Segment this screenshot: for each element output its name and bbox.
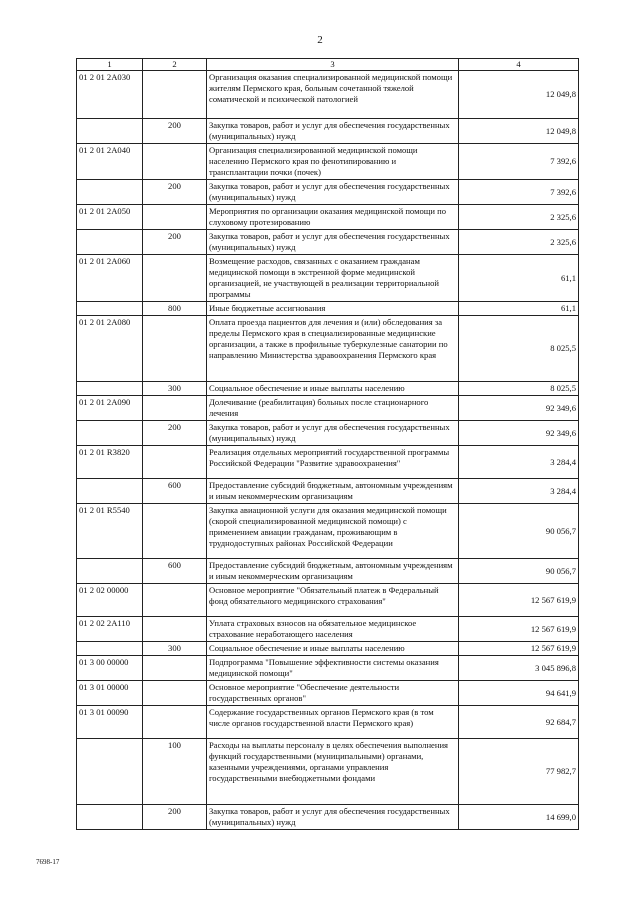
row-code: 01 2 01 2А040 [77, 144, 143, 180]
row-sum: 8 025,5 [459, 316, 579, 382]
row-code: 01 2 01 R5540 [77, 504, 143, 559]
table-row [77, 617, 579, 642]
row-sum: 92 684,7 [459, 706, 579, 739]
row-sum: 2 325,6 [459, 230, 579, 255]
row-expense-type [143, 681, 207, 706]
table-row [77, 584, 579, 617]
table-row [77, 706, 579, 739]
row-code [77, 559, 143, 584]
row-sum: 3 284,4 [459, 479, 579, 504]
row-expense-type [143, 617, 207, 642]
row-sum: 3 045 896,8 [459, 656, 579, 681]
row-expense-type [143, 396, 207, 421]
row-expense-type [143, 446, 207, 479]
row-name: Закупка товаров, работ и услуг для обеспечения государственных (муниципальных) нужд [207, 421, 459, 446]
row-name: Оплата проезда пациентов для лечения и (или) обследования за пределы Пермского края в специализированные медицинские организации, а также в профильные туберкулезные санатории по направлению Министерства здравоохранения Пермского края [207, 316, 459, 382]
row-code [77, 180, 143, 205]
table-row [77, 479, 579, 504]
header-col-4: 4 [459, 59, 579, 71]
row-code: 01 2 01 2А080 [77, 316, 143, 382]
row-name: Содержание государственных органов Пермского края (в том числе органов государственной власти Пермского края) [207, 706, 459, 739]
row-name: Закупка товаров, работ и услуг для обеспечения государственных (муниципальных) нужд [207, 180, 459, 205]
row-name: Основное мероприятие "Обязательный платеж в Федеральный фонд обязательного медицинского страхования" [207, 584, 459, 617]
row-name: Организация специализированной медицинской помощи населению Пермского края по фенотипированию и трансплантации почки (почек) [207, 144, 459, 180]
row-expense-type: 300 [143, 382, 207, 396]
row-code [77, 302, 143, 316]
header-col-3: 3 [207, 59, 459, 71]
table-row [77, 559, 579, 584]
row-code: 01 2 01 2А060 [77, 255, 143, 302]
table-row [77, 316, 579, 382]
row-code [77, 479, 143, 504]
table-row [77, 446, 579, 479]
row-sum: 92 349,6 [459, 421, 579, 446]
table-row [77, 396, 579, 421]
table-row [77, 739, 579, 805]
row-code [77, 739, 143, 805]
row-code: 01 2 01 2А090 [77, 396, 143, 421]
row-code: 01 3 01 00000 [77, 681, 143, 706]
table-row [77, 205, 579, 230]
row-name: Иные бюджетные ассигнования [207, 302, 459, 316]
row-code: 01 3 00 00000 [77, 656, 143, 681]
row-expense-type: 800 [143, 302, 207, 316]
row-sum: 3 284,4 [459, 446, 579, 479]
row-expense-type: 600 [143, 559, 207, 584]
row-expense-type: 300 [143, 642, 207, 656]
row-sum: 12 049,8 [459, 71, 579, 119]
row-name: Реализация отдельных мероприятий государственной программы Российской Федерации "Развитие здравоохранения" [207, 446, 459, 479]
row-name: Закупка товаров, работ и услуг для обеспечения государственных (муниципальных) нужд [207, 230, 459, 255]
row-name: Мероприятия по организации оказания медицинской помощи по слуховому протезированию [207, 205, 459, 230]
row-expense-type: 200 [143, 119, 207, 144]
row-expense-type [143, 144, 207, 180]
row-sum: 7 392,6 [459, 180, 579, 205]
row-expense-type [143, 584, 207, 617]
row-expense-type: 600 [143, 479, 207, 504]
table-row [77, 119, 579, 144]
row-sum: 90 056,7 [459, 504, 579, 559]
row-expense-type [143, 205, 207, 230]
row-sum: 92 349,6 [459, 396, 579, 421]
row-expense-type [143, 255, 207, 302]
row-code: 01 3 01 00090 [77, 706, 143, 739]
table-row [77, 180, 579, 205]
table-row [77, 230, 579, 255]
row-sum: 90 056,7 [459, 559, 579, 584]
page-number: 2 [317, 34, 323, 46]
row-code: 01 2 01 R3820 [77, 446, 143, 479]
table-row [77, 302, 579, 316]
row-name: Предоставление субсидий бюджетным, автономным учреждениям и иным некоммерческим организациям [207, 479, 459, 504]
row-code [77, 421, 143, 446]
row-name: Закупка товаров, работ и услуг для обеспечения государственных (муниципальных) нужд [207, 119, 459, 144]
table-header-row [77, 59, 579, 71]
row-code [77, 119, 143, 144]
row-expense-type [143, 656, 207, 681]
table-row [77, 255, 579, 302]
row-sum: 12 049,8 [459, 119, 579, 144]
row-sum: 77 982,7 [459, 739, 579, 805]
row-expense-type [143, 706, 207, 739]
row-sum: 94 641,9 [459, 681, 579, 706]
table-row [77, 71, 579, 119]
table-row [77, 421, 579, 446]
row-expense-type [143, 504, 207, 559]
row-expense-type: 200 [143, 180, 207, 205]
row-sum: 12 567 619,9 [459, 584, 579, 617]
row-code: 01 2 02 2А110 [77, 617, 143, 642]
table-row [77, 382, 579, 396]
row-expense-type: 100 [143, 739, 207, 805]
header-col-2: 2 [143, 59, 207, 71]
row-name: Организация оказания специализированной медицинской помощи жителям Пермского края, больным сочетанной тяжелой соматической и психической патологией [207, 71, 459, 119]
row-sum: 8 025,5 [459, 382, 579, 396]
row-code [77, 805, 143, 830]
row-sum: 7 392,6 [459, 144, 579, 180]
table-row [77, 656, 579, 681]
row-name: Социальное обеспечение и иные выплаты населению [207, 382, 459, 396]
row-code: 01 2 02 00000 [77, 584, 143, 617]
row-code [77, 642, 143, 656]
row-name: Предоставление субсидий бюджетным, автономным учреждениям и иным некоммерческим организациям [207, 559, 459, 584]
footer-code: 7698-17 [36, 858, 60, 866]
row-expense-type: 200 [143, 421, 207, 446]
table-row [77, 642, 579, 656]
row-name: Закупка товаров, работ и услуг для обеспечения государственных (муниципальных) нужд [207, 805, 459, 830]
row-name: Долечивание (реабилитация) больных после стационарного лечения [207, 396, 459, 421]
row-code: 01 2 01 2А050 [77, 205, 143, 230]
row-sum: 2 325,6 [459, 205, 579, 230]
row-name: Расходы на выплаты персоналу в целях обеспечения выполнения функций государственными (муниципальными) органами, казенными учреждениями, органами управления государственными внебюджетными фондами [207, 739, 459, 805]
table-row [77, 144, 579, 180]
budget-table [76, 58, 579, 830]
row-code: 01 2 01 2А030 [77, 71, 143, 119]
row-name: Подпрограмма "Повышение эффективности системы оказания медицинской помощи" [207, 656, 459, 681]
row-expense-type [143, 316, 207, 382]
table-row [77, 681, 579, 706]
row-name: Уплата страховых взносов на обязательное медицинское страхование неработающего населения [207, 617, 459, 642]
table-row [77, 805, 579, 830]
row-expense-type: 200 [143, 230, 207, 255]
row-sum: 61,1 [459, 302, 579, 316]
row-expense-type: 200 [143, 805, 207, 830]
row-name: Закупка авиационной услуги для оказания медицинской помощи (скорой специализированной медицинской помощи) с применением авиации гражданам, проживающим в труднодоступных районах Российской Федерации [207, 504, 459, 559]
row-name: Социальное обеспечение и иные выплаты населению [207, 642, 459, 656]
row-sum: 61,1 [459, 255, 579, 302]
row-sum: 14 699,0 [459, 805, 579, 830]
row-code [77, 382, 143, 396]
row-expense-type [143, 71, 207, 119]
row-name: Возмещение расходов, связанных с оказанием гражданам медицинской помощи в экстренной форме медицинской организацией, не участвующей в реализации территориальной программы [207, 255, 459, 302]
row-name: Основное мероприятие "Обеспечение деятельности государственных органов" [207, 681, 459, 706]
row-sum: 12 567 619,9 [459, 617, 579, 642]
row-code [77, 230, 143, 255]
row-sum: 12 567 619,9 [459, 642, 579, 656]
header-col-1: 1 [77, 59, 143, 71]
table-row [77, 504, 579, 559]
